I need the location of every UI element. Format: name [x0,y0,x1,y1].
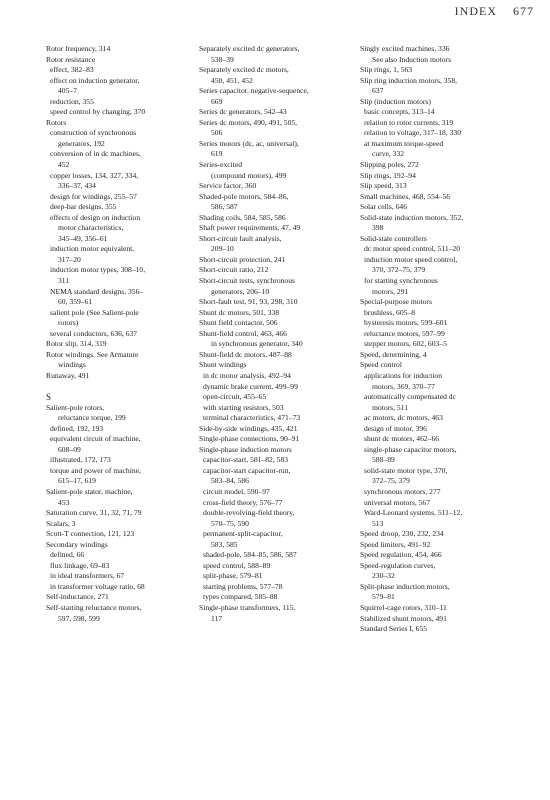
index-subentry: starting problems, 577–78 [203,581,283,591]
index-continuation: curve, 332 [372,149,405,159]
index-entry: Service factor, 360 [199,181,257,191]
index-entry: Speed limiters, 491–92 [360,539,431,549]
index-column-1 [46,44,208,624]
index-subentry: several conductors, 636, 637 [50,328,138,338]
index-subentry: with starting resistors, 503 [203,402,284,412]
index-entry: Secondary windings [46,539,108,549]
index-continuation: 579–81 [372,592,395,602]
index-entry: Separately excited dc motors, [199,65,289,75]
index-subentry: reduction, 355 [50,96,94,106]
index-entry: Speed regulation, 454, 466 [360,550,442,560]
index-continuation: 583–84, 586 [211,476,249,486]
index-subentry: ac motors, dc motors, 463 [364,413,443,423]
index-continuation: windings [58,360,86,370]
index-entry: Scott-T connection, 121, 123 [46,529,135,539]
index-continuation: motors, 369, 370–77 [372,381,435,391]
index-entry: Singly excited machines, 336 [360,44,450,53]
index-subentry: shaded-pole, 584–85, 586, 587 [203,550,297,560]
index-continuation: 586, 587 [211,202,238,212]
index-entry: Rotor resistance [46,54,96,64]
index-subentry: universal motors, 567 [364,497,431,507]
index-continuation: 311 [58,276,70,286]
index-entry: Solid-state induction motors, 352, [360,212,464,222]
index-subentry: deep-bar designs, 355 [50,202,117,212]
index-entry: Salient-pole stator, machine, [46,486,133,496]
index-subentry: double-revolving-field theory, [203,508,295,518]
index-entry: Single-phase induction motors [199,444,292,454]
index-subentry: cross-field theory, 576–77 [203,497,283,507]
index-entry: Squirrel-cage rotors, 310–11 [360,602,447,612]
index-continuation: See also Induction motors [372,54,452,64]
index-entry: Rotors [46,117,67,127]
index-continuation: 453 [58,497,70,507]
index-continuation: 608–09 [58,444,81,454]
index-subentry: terminal characteristics, 471–73 [203,413,301,423]
index-continuation: 570–75, 590 [211,518,249,528]
index-continuation: 669 [211,96,223,106]
index-entry: Slipping poles, 272 [360,160,419,170]
index-entry: Short-fault test, 91, 93, 298, 310 [199,297,298,307]
index-continuation: 450, 451, 452 [211,75,253,85]
index-entry: Short-circuit protection, 241 [199,254,286,264]
index-continuation: reluctance torque, 199 [58,413,126,423]
index-continuation: generators, 206–10 [211,286,270,296]
index-entry: Slip rings, 192–94 [360,170,416,180]
index-entry: Series-excited [199,160,243,170]
index-entry: Single-phase connections, 90–91 [199,434,300,444]
index-entry: Shunt-field control, 463, 466 [199,328,287,338]
index-continuation: 209–10 [211,244,234,254]
index-continuation: rotors) [58,318,79,328]
index-continuation: 117 [211,613,223,623]
index-continuation: (compound motors), 499 [211,170,287,180]
index-continuation: 583, 585 [211,539,238,549]
index-continuation: 345–49, 356–61 [58,233,108,243]
index-subentry: dynamic brake current, 499–99 [203,381,298,391]
index-entry: Self-starting reluctance motors, [46,602,142,612]
index-subentry: types compared, 585–88 [203,592,278,602]
header-section-title: INDEX [454,4,497,18]
index-entry: Split-phase induction motors, [360,581,450,591]
index-entry: Stabilized shunt motors, 491 [360,613,447,623]
index-entry: Rotor windings. See Armature [46,349,139,359]
index-subentry: relation to voltage, 317–18, 330 [364,128,462,138]
index-entry: Special-purpose motors [360,297,432,307]
index-continuation: 513 [372,518,384,528]
index-subentry: shunt dc motors, 462–66 [364,434,440,444]
index-subentry: flux linkage, 69–83 [50,560,110,570]
index-entry: Solid-state controllers [360,233,427,243]
index-continuation: motors, 511 [372,402,408,412]
index-entry: Shaft power requirements, 47, 49 [199,223,301,233]
index-continuation: 637 [372,86,384,96]
index-entry: Speed droop, 230, 232, 234 [360,529,444,539]
index-continuation: 60, 359–61 [58,297,93,307]
index-subentry: basic concepts, 313–14 [364,107,435,117]
index-entry: Slip speed, 313 [360,181,407,191]
index-subentry: synchronous motors, 277 [364,486,441,496]
index-entry: Shunt windings [199,360,247,370]
index-continuation: 398 [372,223,384,233]
index-entry: Slip (induction motors) [360,96,431,106]
index-entry: Slip ring induction motors, 358, [360,75,458,85]
index-entry: Rotor frequency, 314 [46,44,111,53]
index-continuation: 370, 372–75, 379 [372,265,426,275]
index-entry: Rotor slip, 314, 319 [46,339,107,349]
index-continuation: 538–39 [211,54,234,64]
index-subentry: copper losses, 134, 327, 334, [50,170,139,180]
index-subentry: automatically compensated dc [364,392,456,402]
index-subentry: circuit model, 590–97 [203,486,270,496]
index-subentry: illustrated, 172, 173 [50,455,111,465]
index-subentry: induction motor equivalent, [50,244,135,254]
index-subentry: salient pole (See Salient-pole [50,307,139,317]
index-continuation: 372–75, 379 [372,476,410,486]
index-entry: Short-circuit ratio, 212 [199,265,269,275]
index-subentry: effects of design on induction [50,212,141,222]
index-entry: Solar cells, 646 [360,202,408,212]
index-entry: Runaway, 491 [46,370,90,380]
index-entry: Shunt dc motors, 501, 338 [199,307,280,317]
index-subentry: effect, 382–83 [50,65,94,75]
page-number: 677 [513,4,534,18]
index-continuation: 405–7 [58,86,77,96]
index-entry: Speed control [360,360,402,370]
index-subentry: reluctance motors, 597–99 [364,328,445,338]
index-entry: Standard Series I, 655 [360,624,428,634]
section-letter: S [46,392,52,403]
index-subentry: for starting synchronous [364,276,438,286]
index-continuation: 336–37, 434 [58,181,96,191]
index-continuation: 615–17, 619 [58,476,96,486]
index-continuation: 597, 598, 599 [58,613,100,623]
index-entry: Series capacitor, negative-sequence, [199,86,309,96]
index-subentry: defined, 66 [50,550,85,560]
index-entry: Speed, determining, 4 [360,349,427,359]
index-continuation: 506 [211,128,223,138]
index-entry: Series dc motors, 490, 491, 505, [199,117,298,127]
index-subentry: relation to rotor currents, 319 [364,117,454,127]
index-subentry: design for windings, 255–57 [50,191,137,201]
index-subentry: hysteresis motors, 599–601 [364,318,448,328]
index-entry: Short-circuit tests, synchronous [199,276,295,286]
index-subentry: open-circuit, 455–65 [203,392,267,402]
index-subentry: single-phase capacitor motors, [364,444,457,454]
index-continuation: in synchronous generator, 340 [211,339,303,349]
index-subentry: stepper motors, 602, 603–5 [364,339,447,349]
index-subentry: brushless, 605–8 [364,307,416,317]
index-subentry: applications for induction [364,370,443,380]
index-subentry: permanent-split-capacitor, [203,529,283,539]
index-subentry: design of motor, 396 [364,423,427,433]
index-subentry: in dc motor analysis, 492–94 [203,370,291,380]
index-column-3 [360,44,522,635]
index-continuation: motors, 291 [372,286,409,296]
index-entry: Shunt-field dc motors, 487–88 [199,349,292,359]
index-subentry: conversion of in dc machines, [50,149,141,159]
index-entry: Single-phase transformers, 115, [199,602,296,612]
index-subentry: dc motor speed control, 511–20 [364,244,461,254]
index-entry: Side-by-side windings, 435, 421 [199,423,298,433]
index-entry: Self-inductance, 271 [46,592,109,602]
index-subentry: defined, 192, 193 [50,423,104,433]
index-subentry: capacitor-start capacitor-run, [203,465,291,475]
index-entry: Series dc generators, 542–43 [199,107,287,117]
index-subentry: induction motor speed control, [364,254,458,264]
index-subentry: in transformer voltage ratio, 68 [50,581,145,591]
index-continuation: 619 [211,149,223,159]
spacer [46,382,208,393]
index-subentry: NEMA standard designs, 356– [50,286,144,296]
index-entry: Speed-regulation curves, [360,560,436,570]
index-subentry: in ideal transformers, 67 [50,571,125,581]
index-entry: Shaded-pole motors, 584–86, [199,191,289,201]
index-subentry: solid-state motor type, 370, [364,465,448,475]
index-continuation: motor characteristics, [58,223,124,233]
running-header [455,4,534,19]
index-subentry: effect on induction generator, [50,75,140,85]
index-entry: Scalars, 3 [46,518,76,528]
index-subentry: split-phase, 579–81 [203,571,263,581]
index-subentry: induction motor types, 308–10, [50,265,146,275]
index-entry: Shading coils, 584, 585, 586 [199,212,286,222]
index-subentry: capacitor-start, 581–82, 583 [203,455,289,465]
index-continuation: generators, 192 [58,138,105,148]
index-entry: Separately excited dc generators, [199,44,300,53]
index-subentry: speed control by changing, 370 [50,107,146,117]
index-entry: Small machines, 468, 554–56 [360,191,451,201]
index-continuation: 588–89 [372,455,395,465]
index-entry: Short-circuit fault analysis, [199,233,282,243]
index-subentry: speed control, 588–89 [203,560,271,570]
index-column-2 [199,44,361,624]
index-subentry: construction of synchronous [50,128,137,138]
index-subentry: at maximum torque-speed [364,138,444,148]
index-subentry: equivalent circuit of machine, [50,434,141,444]
index-subentry: Ward-Leonard systems, 511–12, [364,508,463,518]
index-entry: Saturation curve, 31, 32, 71, 79 [46,508,142,518]
index-entry: Series motors (dc, ac, universal), [199,138,299,148]
index-entry: Salient-pole rotors, [46,402,105,412]
index-continuation: 317–20 [58,254,81,264]
index-entry: Slip rings, 1, 563 [360,65,413,75]
index-continuation: 230–32 [372,571,395,581]
index-continuation: 452 [58,160,70,170]
index-entry: Shunt field contactor, 506 [199,318,278,328]
index-subentry: torque and power of machine, [50,465,141,475]
